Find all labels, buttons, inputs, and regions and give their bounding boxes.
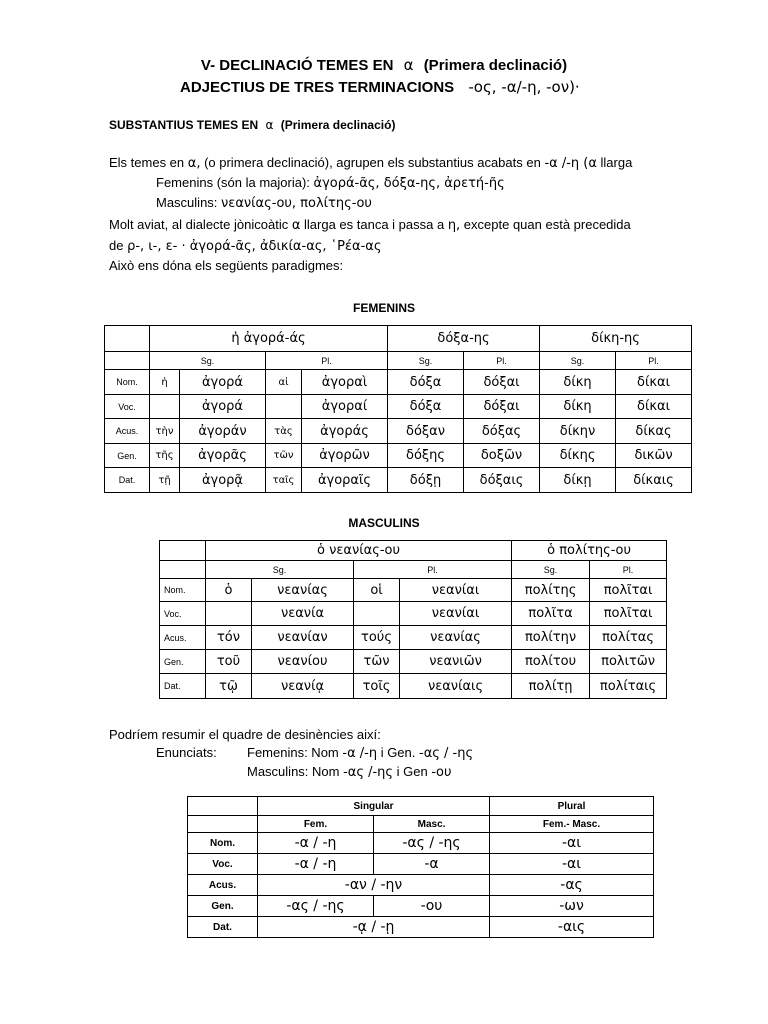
intro-l1-gk2: -α /-η (α [544,156,597,171]
intro-l4-c: excepte quan està precedida [460,217,631,232]
summary-l2-gk2: -ας / -ης [419,746,474,761]
intro-line-1 [109,155,632,171]
case-label: Voc. [160,602,206,626]
summary-line-1: Podríem resumir el quadre de desinències així: [109,727,381,742]
form: ἀγορᾷ [180,468,266,493]
femenins-heading: FEMENINS [352,301,415,315]
form: ἀγοραὶ [302,370,388,395]
table-row [160,650,667,674]
intro-l4-gk2: η, [447,218,461,233]
empty-cell [160,561,206,579]
summary-l2-gk1: -α /-η [342,746,378,761]
empty-cell [105,326,150,352]
form: ἀγορᾶς [180,444,266,468]
table-row [160,626,667,650]
form: νεανίας [400,626,512,650]
summary-line-2 [247,745,473,761]
summary-l3-b: i Gen [393,764,432,779]
case-label: Nom. [105,370,150,395]
masculins-heading: MASCULINS [348,516,420,530]
form: δόξας [464,419,540,444]
form: δόξαις [464,468,540,493]
word-agora: ἡ ἀγορά-άς [150,326,388,352]
table-row [160,579,667,602]
form: δοξῶν [464,444,540,468]
case-label: Nom. [160,579,206,602]
form: δικῶν [616,444,692,468]
intro-line-5 [109,238,381,254]
form: δίκας [616,419,692,444]
case-label: Gen. [105,444,150,468]
table-row [188,917,654,938]
table-row [188,854,654,875]
title-text-b: (Primera declinació) [423,57,568,74]
empty-cell [105,352,150,370]
agora-pl: Pl. [266,352,388,370]
ending: -α / -η [258,854,374,875]
table-row [160,674,667,699]
neanias-pl: Pl. [354,561,512,579]
masculins-word-row [160,541,667,561]
form: δίκῃ [540,468,616,493]
form: νεανίου [252,650,354,674]
summary-l2-c: i Gen. [377,745,419,760]
intro-l3-gk: νεανίας-ου, πολίτης-ου [221,196,372,211]
ending: -ας / -ης [374,833,490,854]
table-row [105,395,692,419]
doxa-sg: Sg. [388,352,464,370]
intro-line-6 [109,258,343,273]
article: τῶν [266,444,302,468]
form: νεανίαις [400,674,512,699]
section-heading-b: (Primera declinació) [280,118,396,132]
femenins-table [104,325,692,493]
subtitle-endings: -ος, -α/-η, -ον)· [468,78,580,96]
form: πολίτης [512,579,590,602]
form: δίκαι [616,395,692,419]
section-heading [109,118,395,132]
form: δόξης [388,444,464,468]
summary-l3-a: Masculins: Nom [247,764,344,779]
table-row [160,602,667,626]
ending: -α / -η [258,833,374,854]
case-label: Voc. [105,395,150,419]
article [150,395,180,419]
form: ἀγορά [180,370,266,395]
endings-gender-row [188,816,654,833]
summary-l3-gk2: -ου [431,765,452,780]
article: τῷ [206,674,252,699]
table-row [105,419,692,444]
intro-l2-a: Femenins (són la majoria): [156,175,314,190]
table-row [105,444,692,468]
ending: -ων [490,896,654,917]
intro-l4-gk1: α [291,218,301,233]
article: τὴν [150,419,180,444]
case-label: Acus. [105,419,150,444]
form: ἀγορά [180,395,266,419]
form: πολίτῃ [512,674,590,699]
intro-l1-gk1: α, [187,156,201,171]
form: πολῖται [590,579,667,602]
form: ἀγορῶν [302,444,388,468]
article: τὰς [266,419,302,444]
form: δόξα [388,370,464,395]
article: ταῖς [266,468,302,493]
form: δόξαι [464,395,540,419]
form: πολίτας [590,626,667,650]
form: πολῖτα [512,602,590,626]
form: δίκη [540,370,616,395]
dike-sg: Sg. [540,352,616,370]
masculins-table [159,540,667,699]
ending: -ας [490,875,654,896]
article [354,602,400,626]
femenins-number-row [105,352,692,370]
intro-line-3 [156,195,372,211]
form: δίκην [540,419,616,444]
case-label: Acus. [160,626,206,650]
article: οἱ [354,579,400,602]
article: τούς [354,626,400,650]
form: νεανίαι [400,579,512,602]
dike-pl: Pl. [616,352,692,370]
article: τοῖς [354,674,400,699]
form: δόξα [388,395,464,419]
form: νεανίαν [252,626,354,650]
form: δίκαις [616,468,692,493]
article: τοῦ [206,650,252,674]
article: τῇ [150,468,180,493]
form: πολίτου [512,650,590,674]
neanias-sg: Sg. [206,561,354,579]
table-row [188,875,654,896]
table-row [188,896,654,917]
table-row [105,370,692,395]
masc-header: Masc. [374,816,490,833]
polites-sg: Sg. [512,561,590,579]
ending: -αι [490,854,654,875]
form: δόξαι [464,370,540,395]
form: νεανίας [252,579,354,602]
agora-sg: Sg. [150,352,266,370]
ending: -ας / -ης [258,896,374,917]
empty-cell [188,797,258,816]
article: τόν [206,626,252,650]
summary-line-3 [247,764,452,780]
summary-l3-gk1: -ας /-ης [343,765,394,780]
polites-pl: Pl. [590,561,667,579]
title-text-a: V- DECLINACIÓ TEMES EN [200,57,394,74]
intro-l6: Això ens dóna els següents paradigmes: [109,258,344,273]
form: πολιτῶν [590,650,667,674]
masculins-number-row [160,561,667,579]
table-row [105,468,692,493]
word-neanias: ὁ νεανίας-ου [206,541,512,561]
intro-l1-c: llarga [596,155,633,170]
empty-cell [188,816,258,833]
ending: -α [374,854,490,875]
article: ὁ [206,579,252,602]
ending: -ᾳ / -ῃ [258,917,490,938]
form: δίκη [540,395,616,419]
section-heading-alpha: α [265,118,274,132]
ending: -ου [374,896,490,917]
case-label: Gen. [160,650,206,674]
intro-line-2 [156,175,505,191]
title-alpha: α [403,56,414,74]
case-label: Acus. [188,875,258,896]
section-heading-a: SUBSTANTIUS TEMES EN [109,118,259,132]
plural-header: Plural [490,797,654,816]
intro-l4-a: Molt aviat, al dialecte jònicoàtic [109,217,292,232]
word-dike: δίκη-ης [540,326,692,352]
endings-header-row [188,797,654,816]
femmasc-header: Fem.- Masc. [490,816,654,833]
doxa-pl: Pl. [464,352,540,370]
form: νεανίᾳ [252,674,354,699]
femenins-word-row [105,326,692,352]
article: τῆς [150,444,180,468]
form: δόξαν [388,419,464,444]
article [206,602,252,626]
form: ἀγοράς [302,419,388,444]
form: νεανιῶν [400,650,512,674]
intro-l5-gk: ρ-, ι-, ε- · ἀγορά-ᾶς, ἀδικία-ας, ῾Ρέα-ας [127,239,382,254]
case-label: Dat. [188,917,258,938]
ending: -αι [490,833,654,854]
empty-cell [160,541,206,561]
summary-label: Enunciats: [156,745,217,760]
case-label: Voc. [188,854,258,875]
form: ἀγοράν [180,419,266,444]
article: αἱ [266,370,302,395]
article: ἡ [150,370,180,395]
case-label: Dat. [105,468,150,493]
intro-l1-b: (o primera declinació), agrupen els substantius acabats en [200,155,545,170]
word-doxa: δόξα-ης [388,326,540,352]
ending: -αις [490,917,654,938]
intro-l3-a: Masculins: [156,195,222,210]
subtitle-text: ADJECTIUS DE TRES TERMINACIONS [180,79,455,96]
article [266,395,302,419]
case-label: Nom. [188,833,258,854]
table-row [188,833,654,854]
page-title [0,56,768,74]
form: δίκαι [616,370,692,395]
form: νεανία [252,602,354,626]
form: ἀγοραῖς [302,468,388,493]
intro-l1-a: Els temes en [109,155,188,170]
intro-l4-b: llarga es tanca i passa a [300,217,448,232]
intro-l5-a: de [109,238,128,253]
intro-l2-gk: ἀγορά-ᾶς, δόξα-ης, ἀρετή-ῆς [313,176,505,191]
case-label: Gen. [188,896,258,917]
word-polites: ὁ πολίτης-ου [512,541,667,561]
form: πολίτην [512,626,590,650]
ending: -αν / -ην [258,875,490,896]
form: δίκης [540,444,616,468]
singular-header: Singular [258,797,490,816]
article: τῶν [354,650,400,674]
endings-table [187,796,654,938]
fem-header: Fem. [258,816,374,833]
form: δόξῃ [388,468,464,493]
page-subtitle [180,78,580,96]
form: νεανίαι [400,602,512,626]
intro-line-4 [109,217,631,233]
form: πολίταις [590,674,667,699]
summary-l2-b: Femenins: Nom [247,745,343,760]
form: πολῖται [590,602,667,626]
form: ἀγοραί [302,395,388,419]
case-label: Dat. [160,674,206,699]
